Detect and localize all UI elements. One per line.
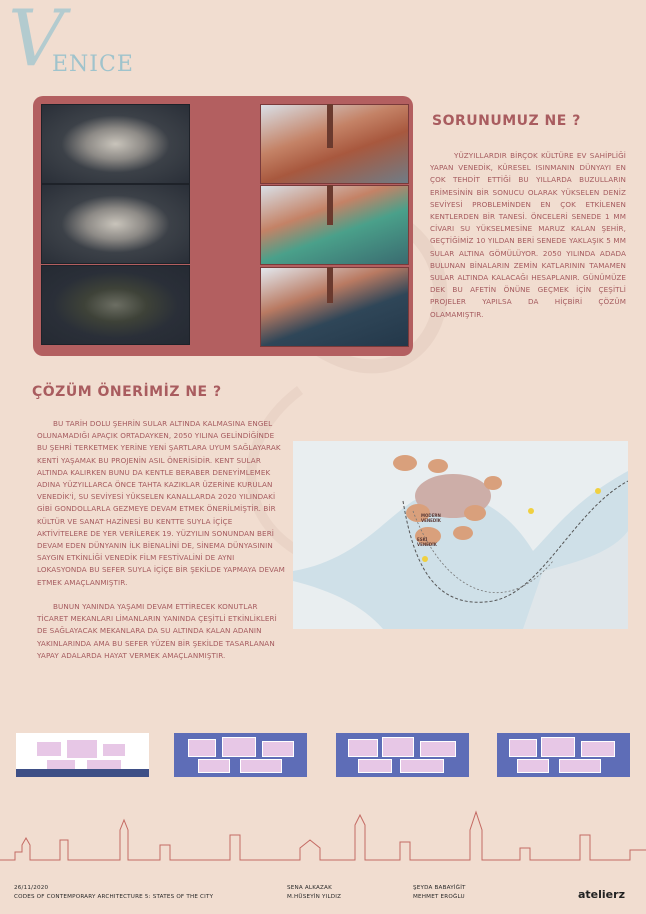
bell-tower-graphic	[327, 104, 333, 148]
isometric-render-1	[16, 733, 149, 777]
site-map	[293, 441, 628, 629]
satellite-image-present	[41, 104, 190, 184]
map-label-modern: MODERN VENEDİK	[421, 513, 441, 523]
footer-author-3: ŞEYDA BABAYİĞİT	[413, 885, 466, 891]
footer-date: 26/11/2020	[14, 885, 49, 891]
title-initial: V	[8, 0, 65, 84]
solution-paragraph-1: BU TARİH DOLU ŞEHRİN SULAR ALTINDA KALMASINA ENGEL OLUNAMADIĞI APAÇIK ORTADAYKEN, 2050 YILINA GELİNDİĞİNDE BU ŞEHRİ TERKETMEK YERİNE YENİ ŞARTLARA UYUM SAĞLAYARAK KENTİ YAŞAMAK BU PROJENİN ASIL ÖNERİSİDİR. KENT SULAR ALTINDA KALIRKEN BUNU DA KENTLE BERABER DENEYİMLEMEK ADINA YÜZYILLARCA ÖNCE TAHTA KAZIKLAR ÜZERİNE KURULAN VENEDİK'İ, SU SEVİYESİ YÜKSELEN KANALLARDA 2020 YILINDAKİ GİBİ GONDOLLARLA GEZMEYE DEVAM ETMEK ÖNERİLMİŞTİR. BİR KÜLTÜR VE SANAT HAZİNESİ BU KENTTE SUYLA İÇİÇE AKTİVİTELERE DE YER VERİLEREK 19. YÜZYILIN SONUNDAN BERİ DEVAM EDEN DÜNYANIN İLK BİENALİNİ DE, SİNEMA DÜNYASININ SAYGIN ETKİNLİĞİ VENEDİK FİLM FESTİVALİNİ DE AYNI LOKASYONDA BU SEFER SUYLA İÇİÇE BİR ŞEKİLDE YAPMAYA DEVAM ETMEK AMAÇLANMIŞTIR.	[37, 419, 285, 587]
section-heading-problem: SORUNUMUZ NE ?	[432, 113, 581, 129]
section-heading-solution: ÇÖZÜM ÖNERİMİZ NE ?	[32, 384, 222, 400]
bell-tower-graphic	[327, 185, 333, 225]
render-image-present	[260, 104, 409, 184]
isometric-render-4	[497, 733, 630, 777]
render-image-submerged	[260, 267, 409, 347]
render-image-flooded	[260, 185, 409, 265]
page-title: ENICE	[52, 52, 134, 77]
skyline-graphic	[0, 790, 646, 870]
satellite-image-2050	[41, 184, 190, 264]
satellite-image-submerged	[41, 265, 190, 345]
footer-author-2: M.HÜSEYİN YILDIZ	[287, 894, 342, 900]
map-label-old: ESKİ VENEDİK	[417, 537, 437, 547]
isometric-render-2	[174, 733, 307, 777]
atelierz-logo: atelierz	[578, 888, 625, 901]
footer-author-4: MEHMET EROĞLU	[413, 894, 465, 900]
problem-paragraph: YÜZYILLARDIR BİRÇOK KÜLTÜRE EV SAHİPLİĞİ YAPAN VENEDİK, KÜRESEL ISINMANIN DÜNYAYI EN ÇOK TEHDİT ETTİĞİ BU YILLARDA BUZULLARIN ERİMESİNİN BİR SONUCU OLARAK YÜKSELEN DENİZ SEVİYESİ PROBLEMİNDEN EN ÇOK ETKİLENEN KENTLERDEN BİR TANESİ. ÖNCELERİ SENEDE 1 MM CİVARI SU YÜKSELMESİNE MARUZ KALAN ŞEHİR, GEÇTİĞİMİZ 10 YILDAN BERİ SENEDE YAKLAŞIK 5 MM SULAR ALTINA GÖMÜLÜYOR. 2050 YILINDA ADADA BULUNAN BİNALARIN ZEMİN KATLARININ TAMAMEN SULAR ALTINDA KALACAĞI HESAPLANIR. GÜNÜMÜZE DEK BU AFETİN ÖNÜNE GEÇMEK İÇİN ÇEŞİTLİ PROJELER YAPILSA DA HİÇBİRİ ÇÖZÜM OLAMAMIŞTIR.	[430, 151, 626, 319]
solution-paragraph-2: BUNUN YANINDA YAŞAMI DEVAM ETTİRECEK KONUTLAR TİCARET MEKANLARI LİMANLARIN YANINDA ÇEŞİTLİ ETKİNLİKLERİ DE SAĞLAYACAK MEKANLARA DA SU ALTINDA KALAN ADANIN YAKINLARINDA AMA BU SEFER YÜZEN BİR ŞEKİLDE TASARLANAN YAPAY ADALARDA HAYAT VERMEK AMAÇLANMIŞTIR.	[37, 602, 277, 660]
footer-author-1: SENA ALKAZAK	[287, 885, 332, 891]
footer-course: CODES OF CONTEMPORARY ARCHITECTURE 5: STATES OF THE CITY	[14, 894, 214, 900]
bell-tower-graphic	[327, 267, 333, 303]
isometric-render-3	[336, 733, 469, 777]
